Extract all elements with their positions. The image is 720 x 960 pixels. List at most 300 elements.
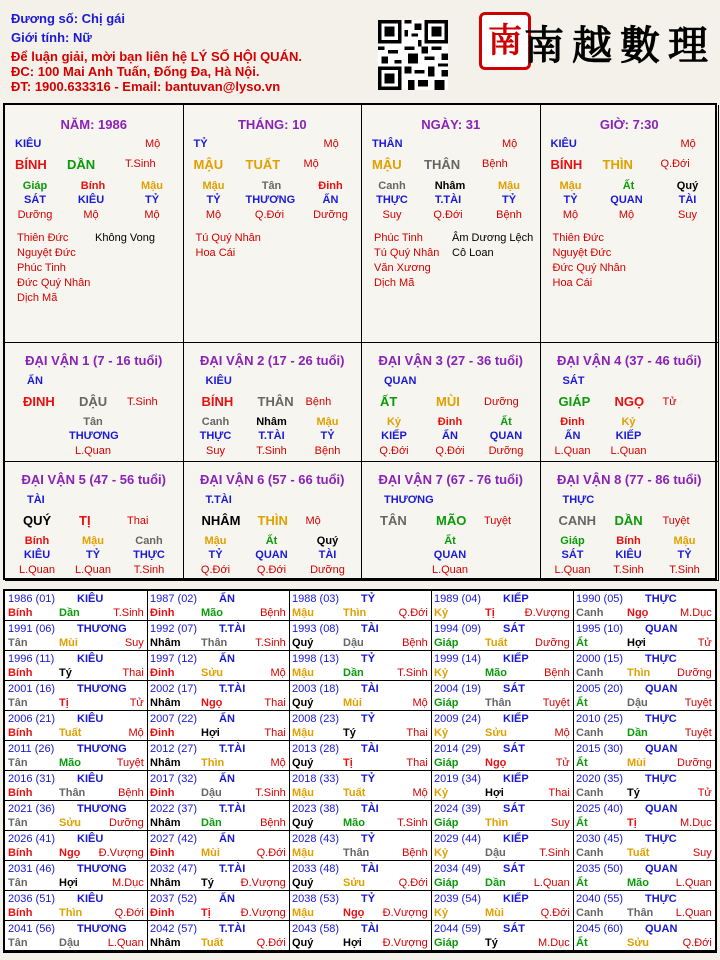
- year-cell: [147, 891, 290, 921]
- year-cell: [289, 861, 432, 891]
- year-label: 2026 (41): [8, 833, 56, 845]
- life-stage: L.Quan: [74, 445, 112, 457]
- year-label: 1992 (07): [150, 623, 198, 635]
- year-branch: Tý: [201, 877, 214, 889]
- life-stage: T.Sinh: [133, 564, 165, 576]
- year-god: KIÊU: [77, 893, 104, 905]
- dai-van-branch: THÂN: [257, 394, 294, 409]
- year-label: 1986 (01): [8, 593, 56, 605]
- year-stem: Đinh: [150, 667, 175, 679]
- year-branch: Thìn: [627, 667, 651, 679]
- pillar-branch-stage: Q.Đới: [660, 158, 690, 170]
- year-god: THỰC: [645, 593, 677, 605]
- year-branch: Tuất: [59, 727, 82, 739]
- year-god: T.TÀI: [219, 863, 246, 875]
- year-cell: [5, 891, 148, 921]
- year-stage: Thai: [406, 757, 428, 769]
- year-god: ẤN: [219, 593, 235, 605]
- pillar-stem: MẬU: [372, 157, 402, 172]
- year-cell: [289, 771, 432, 801]
- year-stem: Đinh: [150, 787, 175, 799]
- hidden-stem: Đinh: [318, 180, 343, 192]
- year-stem: Ất: [576, 937, 588, 949]
- ten-god: THỰC: [199, 430, 232, 442]
- pillar-stem: BÍNH: [15, 157, 47, 172]
- ten-god: TỶ: [677, 549, 692, 561]
- year-branch: Tuất: [201, 937, 224, 949]
- year-label: 2028 (43): [292, 833, 340, 845]
- year-god: T.TÀI: [219, 623, 246, 635]
- year-cell: [289, 681, 432, 711]
- hidden-stem: Đinh: [560, 416, 585, 428]
- year-label: 2039 (54): [434, 893, 482, 905]
- year-stem: Nhâm: [150, 697, 181, 709]
- year-branch: Dần: [201, 817, 222, 829]
- dai-van-god: THƯƠNG: [384, 494, 434, 506]
- year-branch: Hợi: [59, 877, 78, 889]
- star-item: Đức Quý Nhân: [17, 277, 91, 289]
- pillar-top-god: KIÊU: [550, 138, 577, 150]
- year-branch: Sửu: [485, 727, 508, 739]
- pillar-cell: [362, 105, 541, 343]
- year-god: THƯƠNG: [77, 863, 127, 875]
- ten-god: KIÊU: [615, 549, 642, 561]
- year-label: 2018 (33): [292, 773, 340, 785]
- year-stem: Ất: [576, 697, 588, 709]
- star-list: [17, 231, 90, 306]
- year-cell: [573, 921, 716, 951]
- year-god: QUAN: [645, 683, 678, 695]
- year-branch: Tuất: [627, 847, 650, 859]
- year-label: 2002 (17): [150, 683, 198, 695]
- year-stem: Giáp: [434, 937, 459, 949]
- year-cell: [5, 861, 148, 891]
- year-stage: Mộ: [412, 697, 428, 709]
- hidden-stem: Giáp: [560, 535, 585, 547]
- dai-van-stem: NHÂM: [201, 513, 241, 528]
- star-list: [374, 231, 439, 291]
- dai-van-stage: Tuyệt: [662, 515, 690, 527]
- year-stem: Đinh: [150, 847, 175, 859]
- year-god: KIÊU: [77, 593, 104, 605]
- year-god: KIÊU: [77, 713, 104, 725]
- ten-god: TỶ: [85, 549, 101, 561]
- year-stage: Bệnh: [544, 667, 570, 679]
- dai-van-branch: TỊ: [79, 513, 91, 528]
- pillar-cell: [184, 105, 363, 343]
- ten-god: THỰC: [133, 549, 165, 561]
- year-cell: [147, 711, 290, 741]
- dai-van-god: QUAN: [384, 375, 417, 387]
- star-item: Cô Loan: [452, 247, 494, 259]
- dai-van-god: SÁT: [562, 375, 585, 387]
- year-stem: Canh: [576, 787, 604, 799]
- ten-god: ẤN: [322, 194, 339, 206]
- year-stem: Bính: [8, 787, 33, 799]
- life-stage: Dưỡng: [310, 564, 345, 576]
- life-stage: Mộ: [83, 209, 99, 221]
- pillar-branch-stage: Bệnh: [482, 158, 508, 170]
- year-cell: [431, 681, 574, 711]
- year-stage: Bệnh: [118, 787, 144, 799]
- dai-van-title: ĐẠI VẬN 3 (27 - 36 tuổi): [378, 353, 523, 368]
- year-branch: Tị: [485, 607, 495, 619]
- hidden-stem: Canh: [201, 416, 230, 428]
- year-stage: Thai: [264, 727, 286, 739]
- year-label: 2007 (22): [150, 713, 198, 725]
- year-stem: Kỷ: [434, 667, 449, 679]
- ten-god: QUAN: [489, 430, 523, 442]
- year-stem: Canh: [576, 907, 604, 919]
- year-stem: Bính: [8, 607, 33, 619]
- year-stage: Đ.Vượng: [98, 847, 144, 859]
- life-stage: L.Quan: [554, 564, 591, 576]
- year-cell: [5, 681, 148, 711]
- year-branch: Thân: [59, 787, 86, 799]
- pillar-cell: [541, 105, 720, 343]
- ten-god: TỶ: [208, 549, 223, 561]
- year-cell: [289, 651, 432, 681]
- year-stem: Ất: [576, 817, 588, 829]
- year-label: 2008 (23): [292, 713, 340, 725]
- year-god: QUAN: [645, 743, 678, 755]
- year-stage: Đ.Vượng: [240, 877, 286, 889]
- hidden-stem: Nhâm: [434, 180, 466, 192]
- year-cell: [431, 741, 574, 771]
- year-stage: Q.Đới: [256, 847, 286, 859]
- year-label: 2041 (56): [8, 923, 56, 935]
- year-god: SÁT: [503, 923, 525, 935]
- dai-van-stage: Dưỡng: [484, 396, 519, 408]
- year-label: 2010 (25): [576, 713, 624, 725]
- year-branch: Hợi: [343, 937, 362, 949]
- year-stem: Tân: [8, 697, 28, 709]
- star-item: Hoa Cái: [195, 247, 236, 259]
- year-cell: [431, 831, 574, 861]
- year-label: 2020 (35): [576, 773, 624, 785]
- year-stage: L.Quan: [675, 877, 712, 889]
- pillar-top-stage: Mộ: [502, 138, 518, 150]
- year-stem: Quý: [292, 937, 314, 949]
- year-label: 2037 (52): [150, 893, 198, 905]
- year-stage: Đ.Vượng: [382, 907, 428, 919]
- year-cell: [5, 711, 148, 741]
- ten-god: TỶ: [501, 194, 517, 206]
- year-cell: [289, 741, 432, 771]
- year-branch: Dần: [485, 877, 506, 889]
- star-list: [196, 231, 261, 261]
- year-label: 2023 (38): [292, 803, 340, 815]
- year-branch: Tý: [59, 667, 72, 679]
- year-stem: Kỷ: [434, 607, 449, 619]
- dai-van-stage: Tử: [662, 396, 677, 408]
- address: ĐC: 100 Mai Anh Tuấn, Đống Đa, Hà Nội.: [11, 64, 260, 79]
- year-stage: Tử: [697, 637, 712, 649]
- year-cell: [147, 771, 290, 801]
- ten-god: SÁT: [24, 194, 46, 206]
- year-stem: Quý: [292, 697, 314, 709]
- year-label: 2021 (36): [8, 803, 56, 815]
- pillar-top-stage: Mộ: [680, 138, 696, 150]
- year-label: 2032 (47): [150, 863, 198, 875]
- year-god: THỰC: [645, 653, 677, 665]
- year-cell: [289, 921, 432, 951]
- dai-van-title: ĐẠI VẬN 4 (37 - 46 tuổi): [557, 353, 702, 368]
- life-stage: Dưỡng: [313, 209, 348, 221]
- year-branch: Mão: [485, 667, 507, 679]
- year-god: KIẾP: [503, 653, 529, 665]
- pillar-title: THÁNG: 10: [237, 117, 307, 132]
- year-stem: Kỷ: [434, 727, 449, 739]
- year-god: KIÊU: [77, 773, 104, 785]
- year-cell: [431, 861, 574, 891]
- year-stage: Bệnh: [402, 637, 428, 649]
- hidden-stem: Ất: [444, 535, 456, 547]
- year-stem: Đinh: [150, 727, 175, 739]
- year-label: 2014 (29): [434, 743, 482, 755]
- year-god: QUAN: [645, 923, 678, 935]
- hidden-stem: Mậu: [559, 180, 582, 192]
- year-branch: Mão: [627, 877, 649, 889]
- year-branch: Dậu: [343, 637, 364, 649]
- hidden-stem: Canh: [135, 535, 163, 547]
- year-branch: Hợi: [201, 727, 220, 739]
- year-stem: Mậu: [292, 607, 314, 619]
- year-stem: Nhâm: [150, 877, 181, 889]
- year-label: 1988 (03): [292, 593, 340, 605]
- year-label: 2013 (28): [292, 743, 340, 755]
- year-cell: [431, 591, 574, 621]
- year-god: THỰC: [645, 893, 677, 905]
- year-branch: Dần: [59, 607, 80, 619]
- year-branch: Dậu: [201, 787, 222, 799]
- year-god: THƯƠNG: [77, 623, 127, 635]
- year-stage: Thai: [406, 727, 428, 739]
- pillar-top-god: THÂN: [372, 138, 403, 150]
- life-stage: T.Sinh: [256, 445, 287, 457]
- year-label: 2044 (59): [434, 923, 482, 935]
- year-stage: Tuyệt: [542, 697, 570, 709]
- year-god: SÁT: [503, 863, 525, 875]
- hidden-stem: Giáp: [22, 180, 48, 192]
- year-label: 2030 (45): [576, 833, 624, 845]
- year-stage: T.Sinh: [397, 817, 428, 829]
- year-stage: L.Quan: [107, 937, 144, 949]
- hidden-stem: Mậu: [204, 535, 227, 547]
- ten-god: TỶ: [320, 430, 335, 442]
- pillar-title: GIỜ: 7:30: [599, 117, 659, 132]
- star-item: Đức Quý Nhân: [552, 262, 626, 274]
- year-stem: Giáp: [434, 757, 459, 769]
- dai-van-cell: [5, 343, 184, 462]
- year-stem: Ất: [576, 877, 588, 889]
- pillar-top-stage: Mộ: [323, 138, 339, 150]
- year-cell: [431, 711, 574, 741]
- year-cell: [573, 681, 716, 711]
- life-stage: Mộ: [618, 209, 635, 221]
- year-label: 2024 (39): [434, 803, 482, 815]
- year-stem: Ất: [576, 637, 588, 649]
- year-label: 1987 (02): [150, 593, 198, 605]
- hidden-stem: Mậu: [202, 180, 225, 192]
- year-stage: L.Quan: [675, 907, 712, 919]
- year-branch: Thân: [343, 847, 370, 859]
- year-stage: M.Dục: [538, 937, 570, 949]
- star-item: Dịch Mã: [374, 277, 415, 289]
- year-stage: Tử: [129, 697, 144, 709]
- star-item: Thiên Đức: [552, 232, 604, 244]
- year-stage: Bệnh: [402, 847, 428, 859]
- hidden-stem: Kỷ: [386, 416, 402, 428]
- hidden-stem: Tân: [261, 180, 282, 192]
- year-god: TÀI: [361, 803, 379, 815]
- dai-van-cell: [541, 462, 720, 581]
- year-stage: Q.Đới: [114, 907, 144, 919]
- year-god: SÁT: [503, 623, 525, 635]
- year-label: 1993 (08): [292, 623, 340, 635]
- year-stem: Quý: [292, 757, 314, 769]
- year-stem: Quý: [292, 637, 314, 649]
- year-branch: Thìn: [201, 757, 225, 769]
- pillar-stem: MẬU: [193, 157, 224, 172]
- year-stage: Mộ: [128, 727, 144, 739]
- year-god: THỰC: [645, 713, 677, 725]
- ten-god: QUAN: [610, 194, 643, 206]
- life-stage: Q.Đới: [200, 564, 231, 576]
- dai-van-title: ĐẠI VẬN 2 (17 - 26 tuổi): [200, 353, 345, 368]
- star-list-2: [452, 231, 533, 261]
- hidden-stem: Kỷ: [621, 416, 636, 428]
- year-cell: [573, 591, 716, 621]
- dai-van-stage: Bệnh: [305, 396, 332, 408]
- year-branch: Tị: [627, 817, 637, 829]
- dai-van-branch: THÌN: [257, 513, 288, 528]
- star-item: Âm Dương Lệch: [452, 232, 534, 244]
- year-stem: Đinh: [150, 607, 175, 619]
- year-stage: Q.Đới: [398, 607, 428, 619]
- year-stage: Tuyệt: [116, 757, 144, 769]
- year-cell: [147, 741, 290, 771]
- dai-van-title: ĐẠI VẬN 1 (7 - 16 tuổi): [25, 353, 163, 368]
- year-god: QUAN: [645, 863, 678, 875]
- hidden-stem: Bính: [24, 535, 50, 547]
- header: [0, 0, 720, 100]
- dai-van-god: TÀI: [27, 494, 45, 506]
- year-branch: Tuất: [343, 787, 366, 799]
- year-god: TỶ: [361, 773, 376, 785]
- year-label: 1994 (09): [434, 623, 482, 635]
- year-label: 2017 (32): [150, 773, 198, 785]
- year-branch: Mùi: [627, 757, 646, 769]
- year-cell: [289, 831, 432, 861]
- dai-van-branch: MÃO: [436, 513, 467, 528]
- year-stem: Nhâm: [150, 937, 181, 949]
- year-label: 2036 (51): [8, 893, 56, 905]
- ten-god: KIẾP: [615, 430, 642, 442]
- pillar-title: NGÀY: 31: [421, 117, 481, 132]
- ten-god: QUAN: [433, 549, 467, 561]
- chart-grid: [3, 103, 717, 580]
- year-branch: Thân: [627, 907, 654, 919]
- year-cell: [289, 621, 432, 651]
- year-cell: [431, 651, 574, 681]
- year-branch: Ngọ: [627, 607, 649, 619]
- year-branch: Thân: [485, 697, 512, 709]
- year-stem: Giáp: [434, 637, 459, 649]
- year-god: TỶ: [361, 713, 376, 725]
- hidden-stem: Mậu: [141, 180, 163, 192]
- year-god: KIẾP: [503, 773, 529, 785]
- year-cell: [573, 621, 716, 651]
- year-label: 2029 (44): [434, 833, 482, 845]
- year-label: 1998 (13): [292, 653, 340, 665]
- year-cell: [5, 651, 148, 681]
- year-stem: Mậu: [292, 727, 314, 739]
- year-cell: [147, 591, 290, 621]
- year-stage: Suy: [550, 817, 570, 829]
- year-branch: Mùi: [485, 907, 504, 919]
- year-stage: Tử: [697, 787, 712, 799]
- dai-van-branch: DẬU: [79, 394, 108, 409]
- star-item: Phúc Tinh: [17, 262, 66, 274]
- phone-email: ĐT: 1900.633316 - Email: bantuvan@lyso.vn: [11, 79, 281, 94]
- ten-god: ẤN: [564, 430, 581, 442]
- year-god: TỶ: [361, 833, 376, 845]
- hidden-stem: Ất: [500, 416, 512, 428]
- year-stem: Giáp: [434, 817, 459, 829]
- pillar-top-god: KIÊU: [15, 138, 42, 150]
- year-stage: T.Sinh: [255, 637, 286, 649]
- year-stage: Tuyệt: [684, 697, 712, 709]
- year-stem: Tân: [8, 757, 28, 769]
- ten-god: T.TÀI: [258, 430, 285, 442]
- dai-van-stem: GIÁP: [558, 394, 591, 409]
- year-stage: T.Sinh: [397, 667, 428, 679]
- year-stem: Mậu: [292, 787, 314, 799]
- year-cell: [147, 621, 290, 651]
- year-god: TỶ: [361, 893, 376, 905]
- dai-van-god: KIÊU: [205, 375, 232, 387]
- year-branch: Thân: [201, 637, 228, 649]
- year-cell: [573, 831, 716, 861]
- ten-god: KIÊU: [23, 549, 51, 561]
- ten-god: ẤN: [442, 430, 458, 442]
- hidden-stem: Bính: [616, 535, 641, 547]
- ten-god: TỶ: [144, 194, 160, 206]
- year-branch: Tý: [627, 787, 640, 799]
- ten-god: TÀI: [678, 194, 697, 206]
- year-label: 2003 (18): [292, 683, 340, 695]
- year-branch: Thìn: [343, 607, 367, 619]
- year-god: SÁT: [503, 683, 525, 695]
- star-item: Tú Quý Nhân: [195, 232, 261, 244]
- pillar-top-god: TỶ: [193, 138, 208, 150]
- year-label: 1990 (05): [576, 593, 624, 605]
- life-stage: Dưỡng: [488, 445, 524, 457]
- hidden-stem: Mậu: [498, 180, 520, 192]
- year-god: SÁT: [503, 803, 525, 815]
- year-stem: Mậu: [292, 847, 314, 859]
- dai-van-title: ĐẠI VẬN 7 (67 - 76 tuổi): [378, 472, 523, 487]
- year-god: TÀI: [361, 743, 379, 755]
- year-stem: Nhâm: [150, 817, 181, 829]
- life-stage: L.Quan: [554, 445, 591, 457]
- year-stage: Q.Đới: [398, 877, 428, 889]
- year-label: 2019 (34): [434, 773, 482, 785]
- year-god: TÀI: [361, 923, 379, 935]
- year-cell: [289, 591, 432, 621]
- hidden-stem: Ất: [622, 180, 635, 192]
